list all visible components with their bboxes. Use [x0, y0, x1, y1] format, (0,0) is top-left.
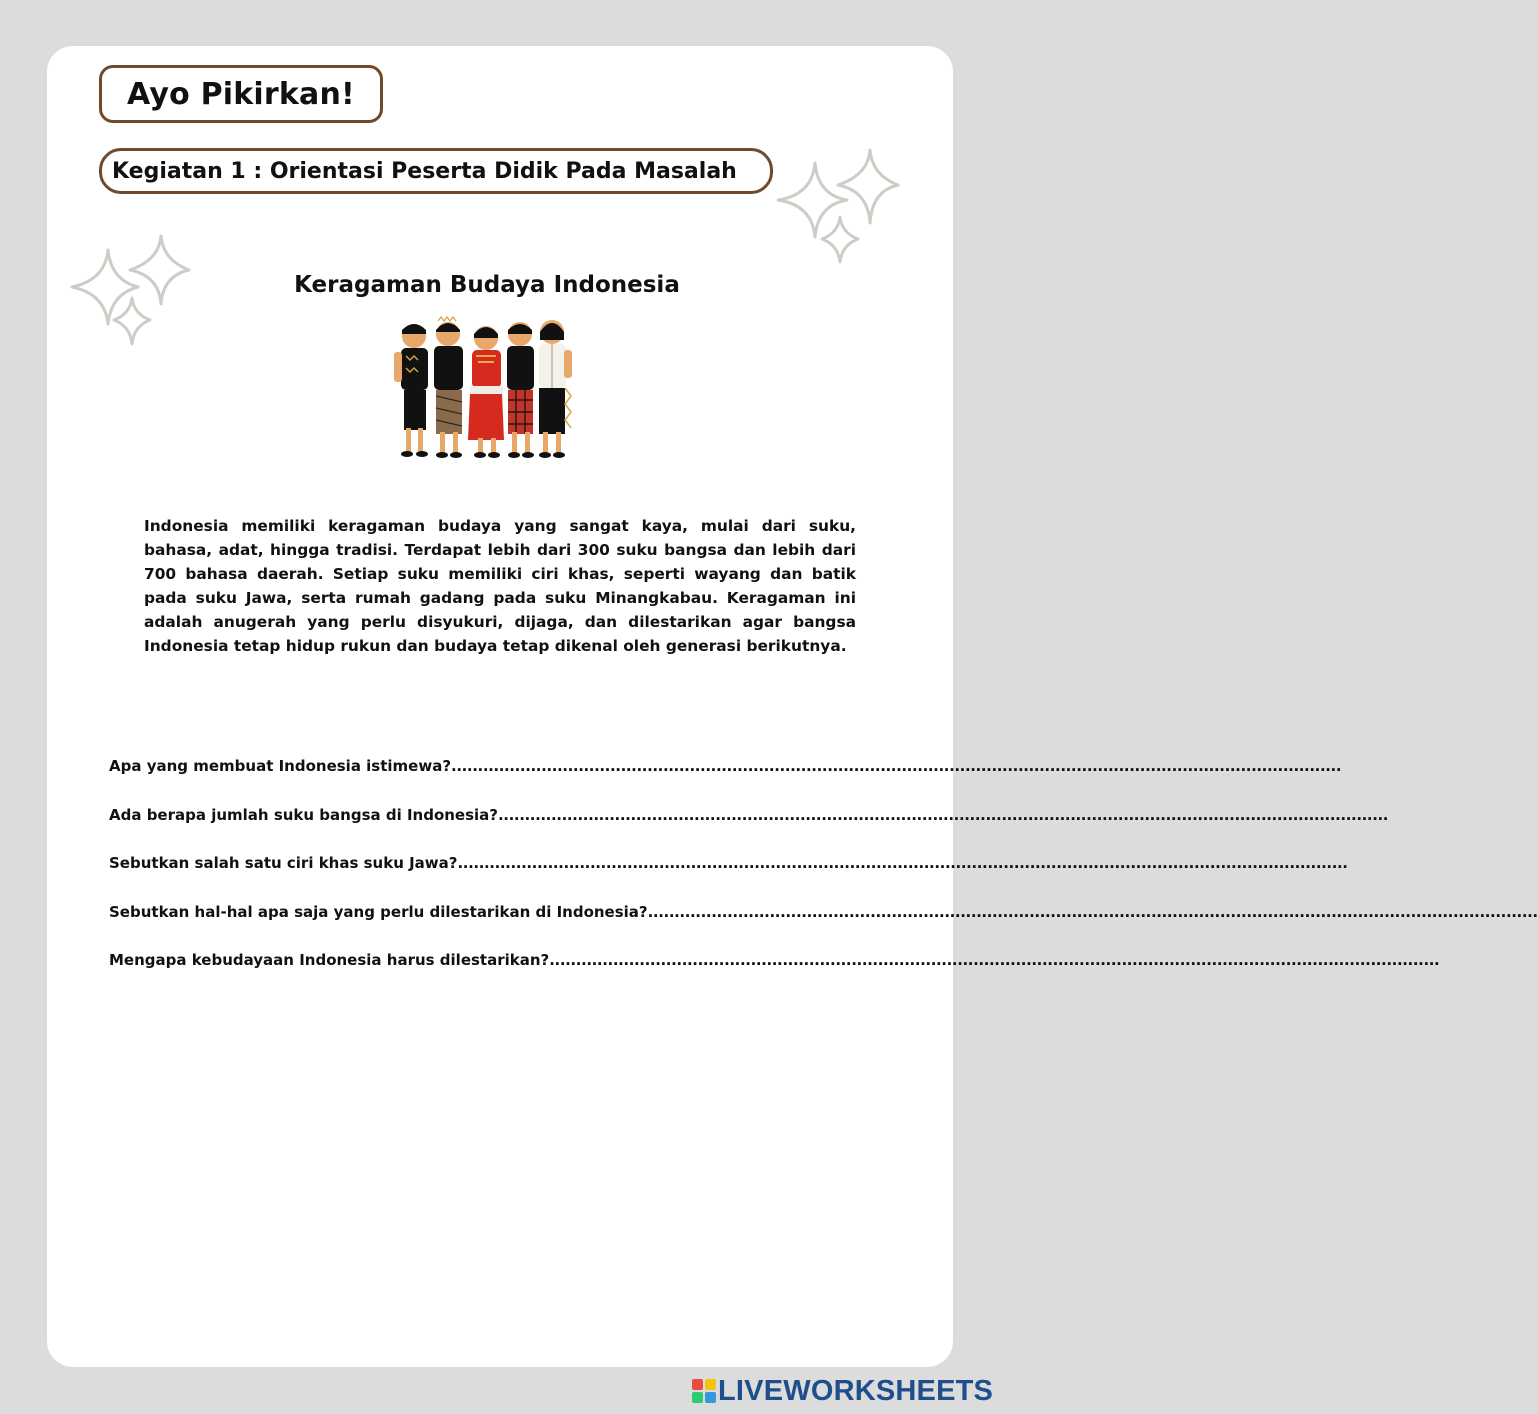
- answer-line[interactable]: ........................................................................................................................................................................: [451, 757, 1342, 775]
- person-figure: [507, 322, 534, 458]
- page-title-box: [99, 65, 383, 123]
- person-figure: [539, 320, 572, 458]
- answer-line[interactable]: ........................................................................................................................................................................: [498, 805, 1389, 824]
- question-item-4[interactable]: [109, 902, 1538, 952]
- sparkles-right-icon: [770, 145, 905, 270]
- question-text: Mengapa kebudayaan Indonesia harus dilestarikan?: [109, 951, 550, 969]
- question-item-1[interactable]: [109, 757, 1342, 806]
- traditional-people-illustration-icon: [386, 316, 586, 464]
- answer-line[interactable]: ........................................................................................................................................................................: [647, 902, 1538, 921]
- person-figure: [394, 324, 428, 457]
- page-title: Ayo Pikirkan!: [127, 76, 355, 112]
- activity-title: Kegiatan 1 : Orientasi Peserta Didik Pada Masalah: [112, 158, 737, 184]
- brand-name: LIVEWORKSHEETS: [718, 1374, 994, 1407]
- section-heading: Keragaman Budaya Indonesia: [294, 272, 680, 298]
- person-figure: [434, 317, 463, 458]
- activity-title-box: [99, 148, 773, 194]
- question-item-2[interactable]: [109, 805, 1389, 855]
- liveworksheets-logo-icon: [692, 1379, 716, 1403]
- answer-line[interactable]: ........................................................................................................................................................................: [457, 854, 1348, 872]
- question-list: [109, 757, 1538, 1000]
- liveworksheets-brand[interactable]: [692, 1374, 993, 1408]
- question-text: Apa yang membuat Indonesia istimewa?: [109, 757, 452, 775]
- question-text: Sebutkan salah satu ciri khas suku Jawa?: [109, 854, 458, 872]
- person-figure: [468, 326, 504, 458]
- question-text: Sebutkan hal-hal apa saja yang perlu dilestarikan di Indonesia?: [109, 902, 648, 921]
- question-item-5[interactable]: [109, 951, 1440, 1000]
- question-item-3[interactable]: [109, 854, 1348, 903]
- intro-paragraph: Indonesia memiliki keragaman budaya yang sangat kaya, mulai dari suku, bahasa, adat, hingga tradisi. Terdapat lebih dari 300 suku bangsa dan lebih dari 700 bahasa daerah. Setiap suku memiliki ciri khas, seperti wayang dan batik pada suku Jawa, serta rumah gadang pada suku Minangkabau. Keragaman ini adalah anugerah yang perlu disyukuri, dijaga, dan dilestarikan agar bangsa Indonesia tetap hidup rukun dan budaya tetap dikenal oleh generasi berikutnya.: [144, 517, 856, 655]
- question-text: Ada berapa jumlah suku bangsa di Indonesia?: [109, 805, 498, 824]
- answer-line[interactable]: ........................................................................................................................................................................: [549, 951, 1440, 969]
